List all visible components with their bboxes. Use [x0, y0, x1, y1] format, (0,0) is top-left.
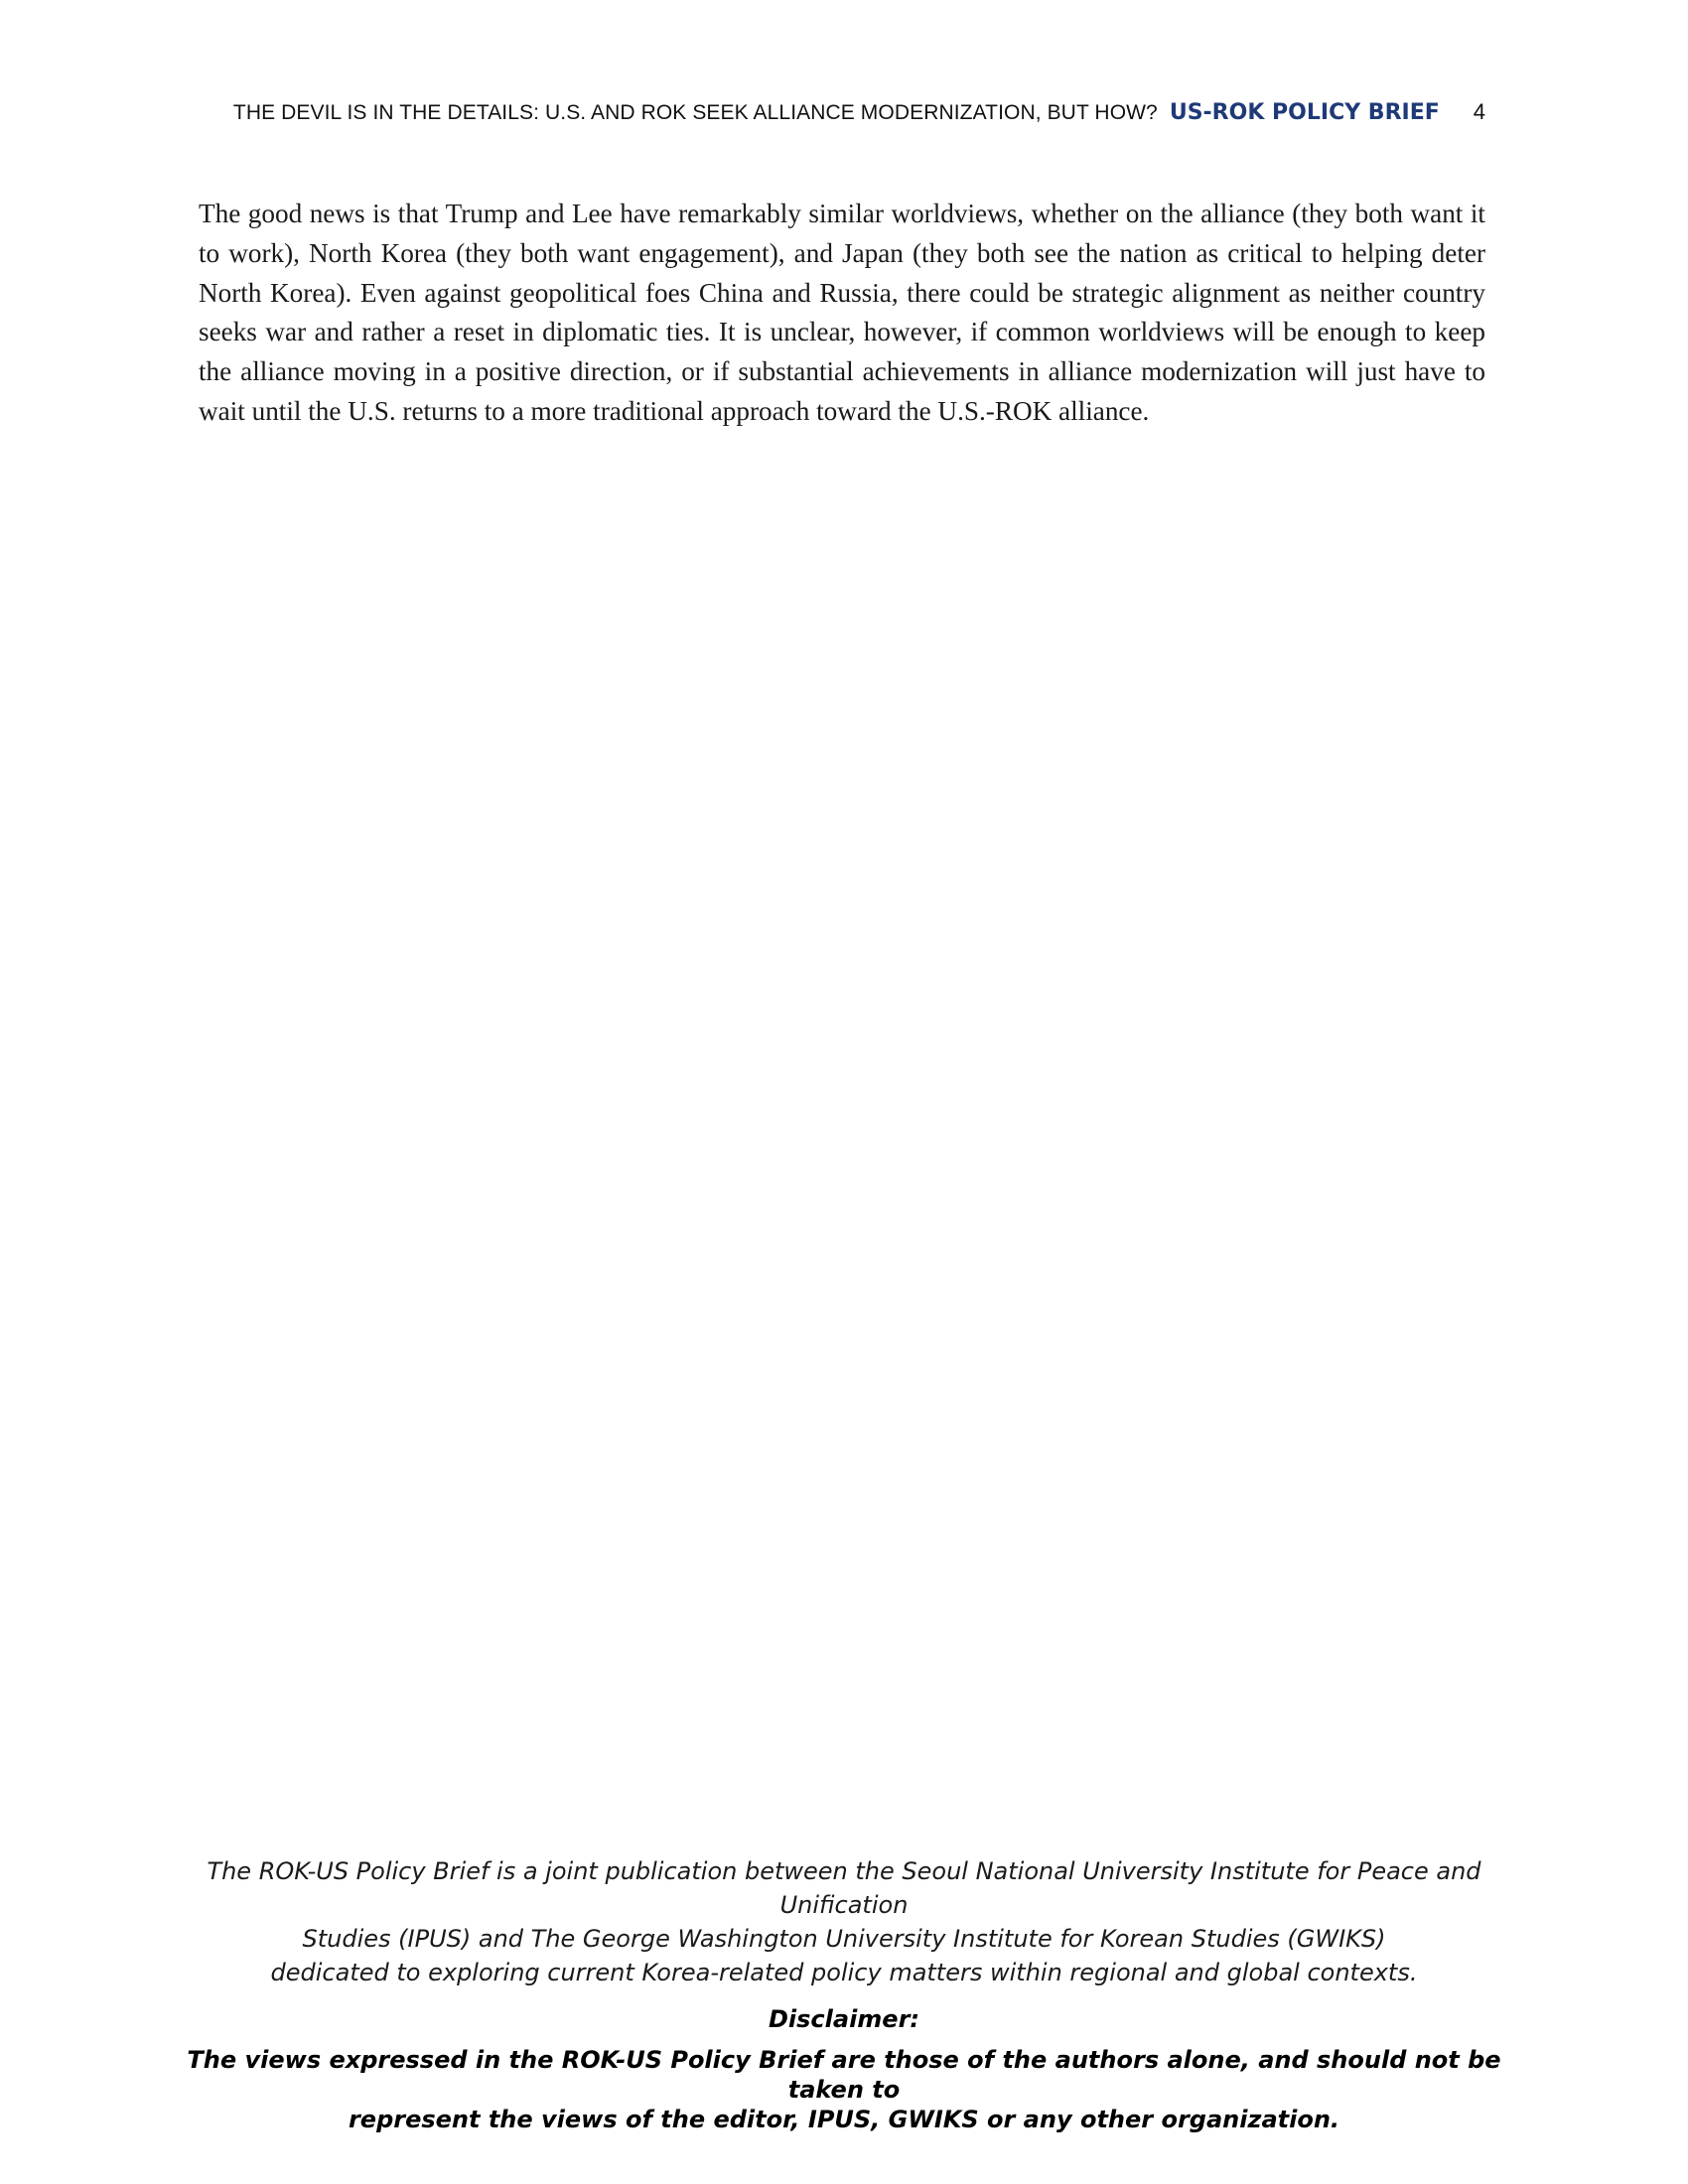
disclaimer-text — [149, 2045, 1539, 2134]
page-footer — [149, 1854, 1539, 2134]
publication-note-line: Studies (IPUS) and The George Washington University Institute for Korean Studies (GWIKS) — [302, 1925, 1386, 1953]
page-header — [0, 99, 1485, 125]
disclaimer-line: represent the views of the editor, IPUS, GWIKS or any other organization. — [348, 2106, 1340, 2133]
disclaimer-line: The views expressed in the ROK-US Policy Brief are those of the authors alone, and should not be taken to — [187, 2046, 1501, 2104]
publication-note-line: dedicated to exploring current Korea-related policy matters within regional and global contexts. — [270, 1959, 1418, 1986]
body-paragraph: The good news is that Trump and Lee have remarkably similar worldviews, whether on the alliance (they both want it to work), North Korea (they both want engagement), and Japan (they both see the nation as critical to helping deter North Korea). Even against geopolitical foes China and Russia, there could be strategic alignment as neither country seeks war and rather a reset in diplomatic ties. It is unclear, however, if common worldviews will be enough to keep the alliance moving in a positive direction, or if substantial achievements in alliance modernization will just have to wait until the U.S. returns to a more traditional approach toward the U.S.-ROK alliance. — [199, 199, 1485, 426]
disclaimer-heading: Disclaimer: — [768, 2005, 920, 2033]
publication-note — [149, 1854, 1539, 1989]
publication-note-line: The ROK-US Policy Brief is a joint publication between the Seoul National University Institute for Peace and Unification — [207, 1857, 1481, 1919]
brand-label: US-ROK POLICY BRIEF — [1169, 100, 1440, 125]
running-title: THE DEVIL IS IN THE DETAILS: U.S. AND ROK SEEK ALLIANCE MODERNIZATION, BUT HOW? — [232, 101, 1158, 124]
page-number: 4 — [1473, 99, 1485, 124]
